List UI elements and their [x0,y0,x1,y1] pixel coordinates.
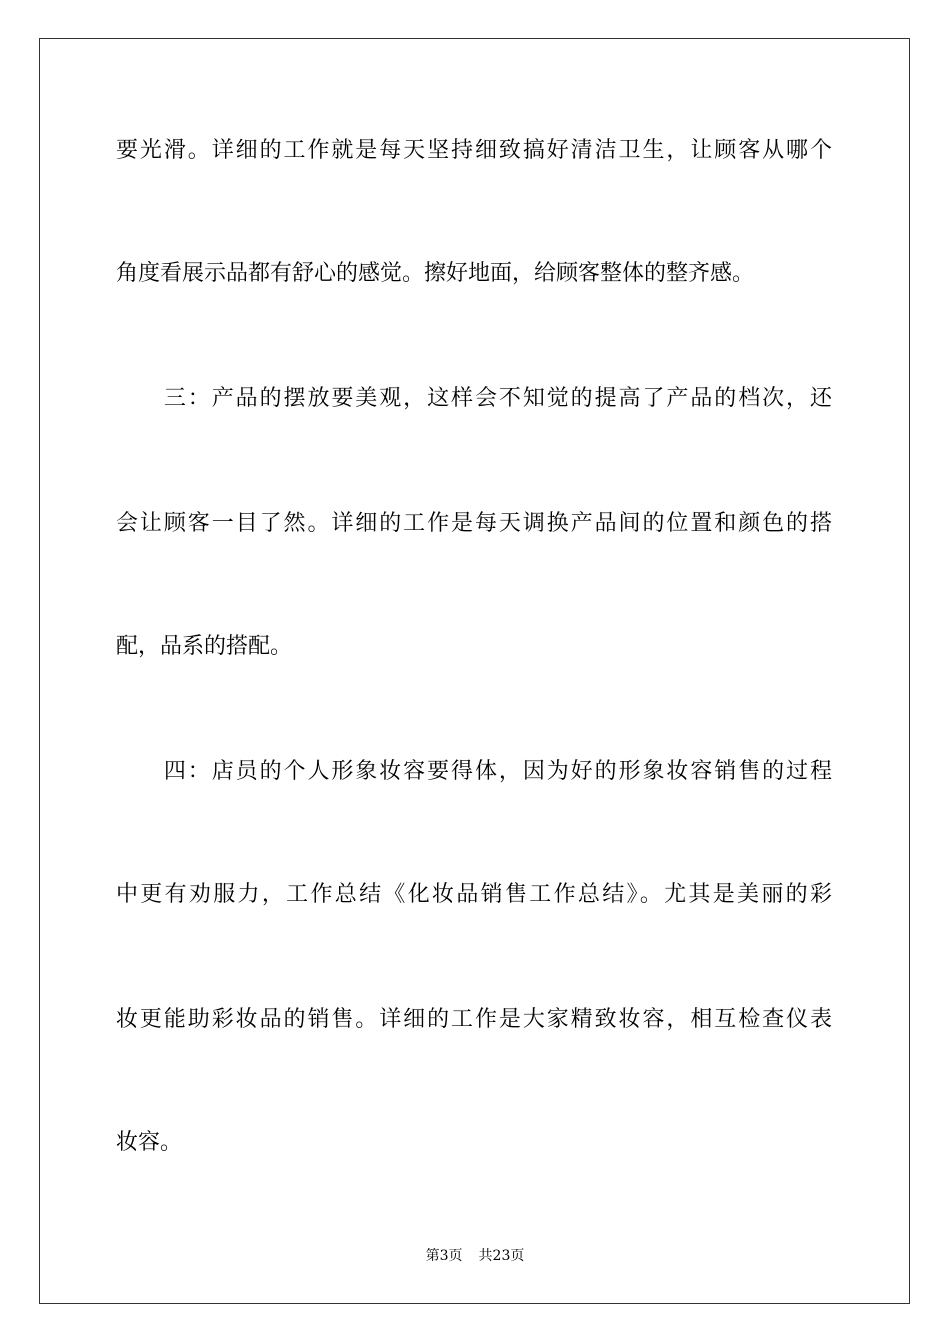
body-text-line: 妆更能助彩妆品的销售。详细的工作是大家精致妆容，相互检查仪表 [116,1007,832,1032]
body-text-line: 中更有劝服力，工作总结《化妆品销售工作总结》。尤其是美丽的彩 [116,882,832,907]
page-total: 共23页 [478,1248,525,1264]
page-frame [39,38,910,1304]
page-number: 第3页 [425,1248,463,1264]
body-text-line: 会让顾客一目了然。详细的工作是每天调换产品间的位置和颜色的搭 [116,511,832,536]
body-text-line: 四：店员的个人形象妆容要得体，因为好的形象妆容销售的过程 [116,759,832,784]
body-text-line: 配，品系的搭配。 [116,634,293,659]
page-footer [0,1247,950,1265]
body-text-line: 三：产品的摆放要美观，这样会不知觉的提高了产品的档次，还 [116,386,832,411]
body-text-line: 角度看展示品都有舒心的感觉。擦好地面，给顾客整体的整齐感。 [116,261,755,286]
body-text-line: 妆容。 [116,1130,183,1155]
body-text-line: 要光滑。详细的工作就是每天坚持细致搞好清洁卫生，让顾客从哪个 [116,138,832,163]
